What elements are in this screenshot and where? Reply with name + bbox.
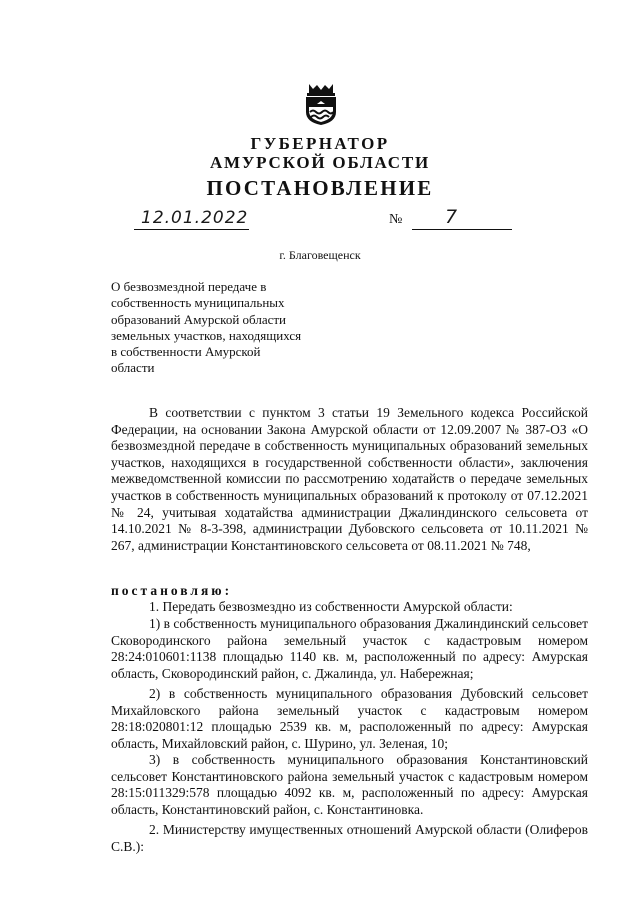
subject-line: земельных участков, находящихся [111,327,302,343]
decree-word: постановляю: [111,583,233,598]
item-1-2: 2) в собственность муниципального образования Дубовский сельсовет Михайловского района земельный участок с кадастровым номером 28:18:020801:12 площадью 2539 кв. м, расположенный по адресу: Амурская область, Михайловский район, с. Шурино, ул. Зеленая, 10; [111,686,588,751]
item-1: 1. Передать безвозмездно из собственности Амурской области: [149,599,513,614]
document-number: 7 [445,206,458,228]
number-label: № [389,212,403,227]
subject-line: О безвозмездной передаче в [111,279,267,294]
city-name: г. Благовещенск [279,248,361,262]
document-date: 12.01.2022 [141,208,249,228]
subject-line: в собственности Амурской [111,344,261,360]
item-2: 2. Министерству имущественных отношений Амурской области (Олиферов С.В.): [111,822,588,854]
governor-title: ГУБЕРНАТОР [250,134,390,153]
item-1-1: 1) в собственность муниципального образования Джалиндинский сельсовет Сковородинского района земельный участок с кадастровым номером 28:24:010601:1138 площадью 1140 кв. м, расположенный по адресу: Амурская область, Сковородинский район, с. Джалинда, ул. Набережная; [111,616,588,681]
document-subject [111,279,351,377]
preamble-paragraph: В соответствии с пунктом 3 статьи 19 Земельного кодекса Российской Федерации, на основании Закона Амурской области от 12.09.2007 № 387-ОЗ «О безвозмездной передаче в собственность муниципальных образований земельных участков, находящихся в государственной собственности области», заключения межведомственной комиссии по рассмотрению ходатайств о передаче земельных участков в собственность муниципальных образований к протоколу от 07.12.2021 № 24, учитывая ходатайства администрации Джалиндинского сельсовета от 14.10.2021 № 8-3-398, администрации Дубовского сельсовета от 10.11.2021 № 267, администрации Константиновского сельсовета от 08.11.2021 № 748, [111,405,588,553]
region-title: АМУРСКОЙ ОБЛАСТИ [209,153,431,172]
subject-line: образований Амурской области [111,311,287,327]
document-type-title: ПОСТАНОВЛЕНИЕ [206,176,434,200]
item-1-3: 3) в собственность муниципального образования Константиновский сельсовет Константиновского района земельный участок с кадастровым номером 28:15:011329:578 площадью 4092 кв. м, расположенный по адресу: Амурская область, Константиновский район, с. Константиновка. [111,752,588,817]
amur-region-coat-of-arms-icon [303,82,339,126]
subject-line: области [111,360,155,376]
subject-line: собственность муниципальных [111,295,285,311]
date-underline [134,229,249,230]
number-underline [412,229,512,230]
